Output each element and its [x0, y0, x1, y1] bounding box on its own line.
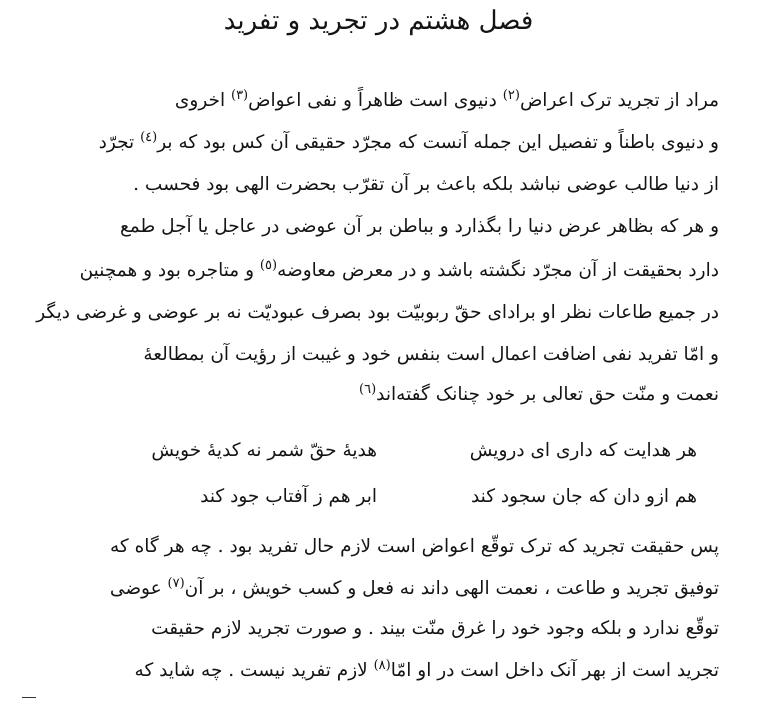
text-line: تجرید است از بهر آنک داخل است در او امّا$^{(۸)}$ لازم تفرید نیست . چه شاید که	[134, 657, 719, 681]
divider	[22, 697, 36, 698]
text-line: دارد بحقیقت از آن مجرّد نگشته باشد و در معرض معاوضه$^{(٥)}$ و متاجره بود و همچنین	[79, 257, 719, 281]
text-line: نعمت و منّت حق تعالی بر خود چنانک گفته‌اند$^{(٦)}$	[359, 381, 719, 405]
text-line: از دنیا طالب عوضی نباشد بلکه باعث بر آن تقرّب بحضرت الهی بود فحسب .	[133, 174, 719, 195]
chapter-title: فصل هشتم در تجرید و تفرید	[223, 6, 534, 36]
footnote-marker: (۷)	[167, 575, 185, 591]
text-line: و دنیوی باطناً و تفصیل این جمله آنست که مجرّد حقیقی آن کس بود که بر$^{(٤)}$ تجرّد	[98, 129, 719, 153]
footnote-marker: (٦)	[359, 381, 377, 397]
text-line: توقّع ندارد و بلکه وجود خود را غرق منّت بیند . و صورت تجرید لازم حقیقت	[151, 618, 719, 639]
text-line: در جمیع طاعات نظر او برادای حقّ ربوبیّت بود بصرف عبودیّت نه بر عوضی و غرضی دیگر	[36, 302, 719, 323]
verse-hemistich: هر هدایت که داری ای درویش	[469, 440, 697, 461]
verse-hemistich: ابر هم ز آفتاب جود کند	[200, 486, 377, 507]
verse-hemistich: هدیهٔ حقّ شمر نه کدیهٔ خویش	[151, 440, 377, 461]
footnote-marker: (٤)	[140, 129, 158, 145]
text-line: توفیق تجرید و طاعت ، نعمت الهی داند نه فعل و کسب خویش ، بر آن$^{(۷)}$ عوضی	[109, 575, 719, 599]
footnote-marker: (۸)	[373, 657, 391, 673]
footnote-marker: (٥)	[259, 257, 278, 273]
text-line: و امّا تفرید نفی اضافت اعمال است بنفس خود و غیبت از رؤیت آن بمطالعهٔ	[143, 344, 719, 365]
text-line: و هر که بظاهر عرض دنیا را بگذارد و بباطن بر آن عوضی در عاجل یا آجل طمع	[119, 216, 719, 237]
text-line: پس حقیقت تجرید که ترک توقّع اعواض است لازم حال تفرید بود . چه هر گاه که	[109, 536, 719, 557]
footnote-marker: (۲)	[502, 87, 520, 103]
footnote-marker: (۳)	[230, 87, 249, 103]
text-line: مراد از تجرید ترک اعراض$^{(۲)}$ دنیوی است ظاهراً و نفی اعواض$^{(۳)}$ اخروی	[174, 87, 719, 111]
verse-hemistich: هم ازو دان که جان سجود کند	[470, 486, 697, 507]
